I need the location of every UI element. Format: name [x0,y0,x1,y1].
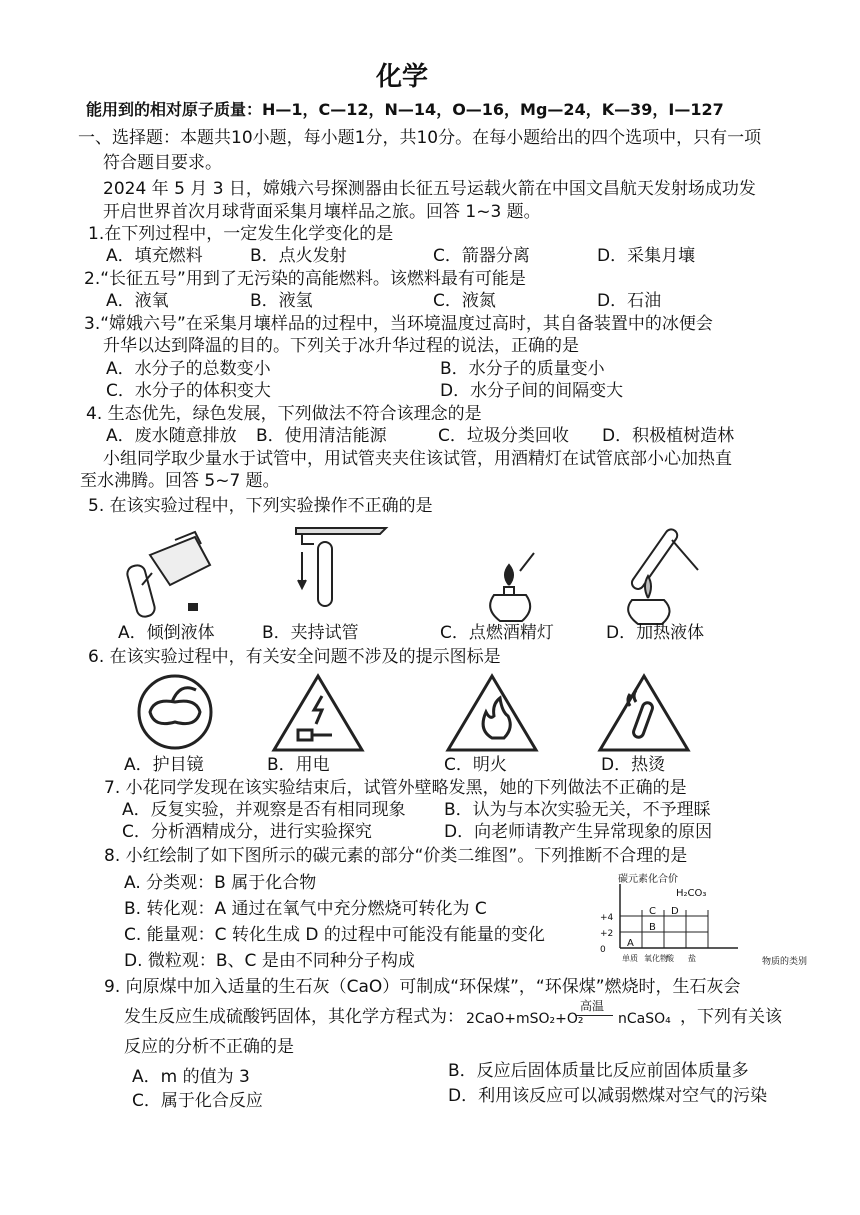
chart-x-tick-label: 酸 [666,954,674,963]
q2-option-c[interactable]: C．液氮 [433,291,496,311]
q9-option-a[interactable]: A．m 的值为 3 [132,1067,250,1087]
q6-option-c[interactable]: C．明火 [444,755,507,775]
chart-point-label: A [627,938,634,949]
q1-option-d[interactable]: D．采集月壤 [597,246,696,266]
q4-option-b[interactable]: B．使用清洁能源 [256,426,387,446]
context1-line1: 2024 年 5 月 3 日，嫦娥六号探测器由长征五号运载火箭在中国文昌航天发射场成功发 [103,179,756,199]
q3-stem-line2: 升华以达到降温的目的。下列关于冰升华过程的说法，正确的是 [103,336,579,356]
valence-class-chart [596,870,808,966]
open-flame-safety-icon [444,672,540,754]
chart-x-tick-label: 氧化物 [644,954,668,963]
q4-option-c[interactable]: C．垃圾分类回收 [438,426,569,446]
q3-stem-line1: 3.“嫦娥六号”在采集月壤样品的过程中，当环境温度过高时，其自备装置中的冰便会 [84,314,713,334]
q5-option-a[interactable]: A．倾倒液体 [118,623,215,643]
q9-option-c[interactable]: C．属于化合反应 [132,1091,263,1111]
q9-stem-line2: 发生反应生成硫酸钙固体，其化学方程式为： [124,1007,464,1027]
context2-line2: 至水沸腾。回答 5~7 题。 [80,471,280,491]
q9-equation-left: 2CaO+mSO₂+O₂ [466,1011,584,1027]
q2-option-b[interactable]: B．液氢 [250,291,313,311]
chart-x-tick-label: 单质 [622,954,638,963]
q9-equation-condition: 高温 [580,999,605,1013]
q5-stem: 5. 在该实验过程中，下列实验操作不正确的是 [88,496,433,516]
q5-option-d[interactable]: D．加热液体 [606,623,705,643]
q5-option-b[interactable]: B．夹持试管 [262,623,359,643]
q8-stem: 8. 小红绘制了如下图所示的碳元素的部分“价类二维图”。下列推断不合理的是 [104,846,688,866]
chart-y-tick-label: 0 [600,945,606,955]
hot-surface-safety-icon [596,672,692,754]
chart-annotation: H₂CO₃ [676,888,707,899]
q2-stem: 2.“长征五号”用到了无污染的高能燃料。该燃料最有可能是 [84,269,526,289]
chart-point-label: D [671,906,679,917]
q8-option-d[interactable]: D. 微粒观：B、C 是由不同种分子构成 [124,951,415,971]
q1-option-b[interactable]: B．点火发射 [250,246,347,266]
lighting-alcohol-lamp-figure [480,545,540,625]
q6-option-b[interactable]: B．用电 [267,755,330,775]
chart-point-label: B [649,922,656,933]
q7-stem: 7. 小花同学发现在该实验结束后，试管外壁略发黑，她的下列做法不正确的是 [104,778,687,798]
q5-option-c[interactable]: C．点燃酒精灯 [440,623,554,643]
q3-option-d[interactable]: D．水分子间的间隔变大 [440,381,624,401]
q9-stem-line3: 反应的分析不正确的是 [124,1037,294,1057]
q7-option-b[interactable]: B．认为与本次实验无关，不予理睬 [444,800,711,820]
goggles-safety-icon [132,672,218,752]
q8-option-b[interactable]: B. 转化观：A 通过在氧气中充分燃烧可转化为 C [124,899,487,919]
q1-option-a[interactable]: A．填充燃料 [106,246,203,266]
q3-option-c[interactable]: C．水分子的体积变大 [106,381,271,401]
chart-xlabel: 物质的类别 [762,957,808,966]
q9-equation-right: nCaSO₄ [618,1011,671,1027]
q1-option-c[interactable]: C．箭器分离 [433,246,530,266]
q3-option-a[interactable]: A．水分子的总数变小 [106,359,271,379]
q4-stem: 4. 生态优先，绿色发展，下列做法不符合该理念的是 [86,404,482,424]
chart-ylabel: 碳元素化合价 [618,874,678,885]
q9-stem-line1: 9. 向原煤中加入适量的生石灰（CaO）可制成“环保煤”，“环保煤”燃烧时，生石灰会 [104,977,741,997]
q6-option-a[interactable]: A．护目镜 [124,755,204,775]
test-tube-clamp-figure [292,522,392,622]
q9-equation-arrow [575,1015,613,1016]
q2-option-a[interactable]: A．液氧 [106,291,169,311]
q4-option-a[interactable]: A．废水随意排放 [106,426,237,446]
q7-option-a[interactable]: A．反复实验，并观察是否有相同现象 [122,800,406,820]
heating-liquid-figure [612,520,712,630]
electricity-safety-icon [270,672,366,754]
pouring-liquid-figure [120,525,230,625]
atomic-masses: 能用到的相对原子质量：H—1，C—12，N—14，O—16，Mg—24，K—39，I—127 [86,100,724,119]
q7-option-d[interactable]: D．向老师请教产生异常现象的原因 [444,822,713,842]
chart-point-label: C [649,906,656,917]
chart-y-tick-label: +2 [600,929,614,939]
q9-option-b[interactable]: B．反应后固体质量比反应前固体质量多 [448,1061,749,1081]
section1-line1: 一、选择题：本题共10小题，每小题1分，共10分。在每小题给出的四个选项中，只有一项 [78,128,762,148]
q6-option-d[interactable]: D．热烫 [601,755,666,775]
context1-line2: 开启世界首次月球背面采集月壤样品之旅。回答 1~3 题。 [103,202,541,222]
q7-option-c[interactable]: C．分析酒精成分，进行实验探究 [122,822,372,842]
q4-option-d[interactable]: D．积极植树造林 [602,426,735,446]
context2-line1: 小组同学取少量水于试管中，用试管夹夹住该试管，用酒精灯在试管底部小心加热直 [103,449,732,469]
q9-option-d[interactable]: D．利用该反应可以减弱燃煤对空气的污染 [448,1086,768,1106]
section1-line2: 符合题目要求。 [103,153,222,173]
q8-option-a[interactable]: A. 分类观：B 属于化合物 [124,873,317,893]
chart-x-tick-label: 盐 [688,954,696,963]
q9-stem-tail: ，下列有关该 [680,1007,782,1027]
q8-option-c[interactable]: C. 能量观：C 转化生成 D 的过程中可能没有能量的变化 [124,925,545,945]
q1-stem: 1.在下列过程中，一定发生化学变化的是 [88,224,394,244]
page-title: 化学 [376,62,429,92]
q6-stem: 6. 在该实验过程中，有关安全问题不涉及的提示图标是 [88,647,501,667]
q2-option-d[interactable]: D．石油 [597,291,662,311]
q3-option-b[interactable]: B．水分子的质量变小 [440,359,605,379]
chart-y-tick-label: +4 [600,913,614,923]
